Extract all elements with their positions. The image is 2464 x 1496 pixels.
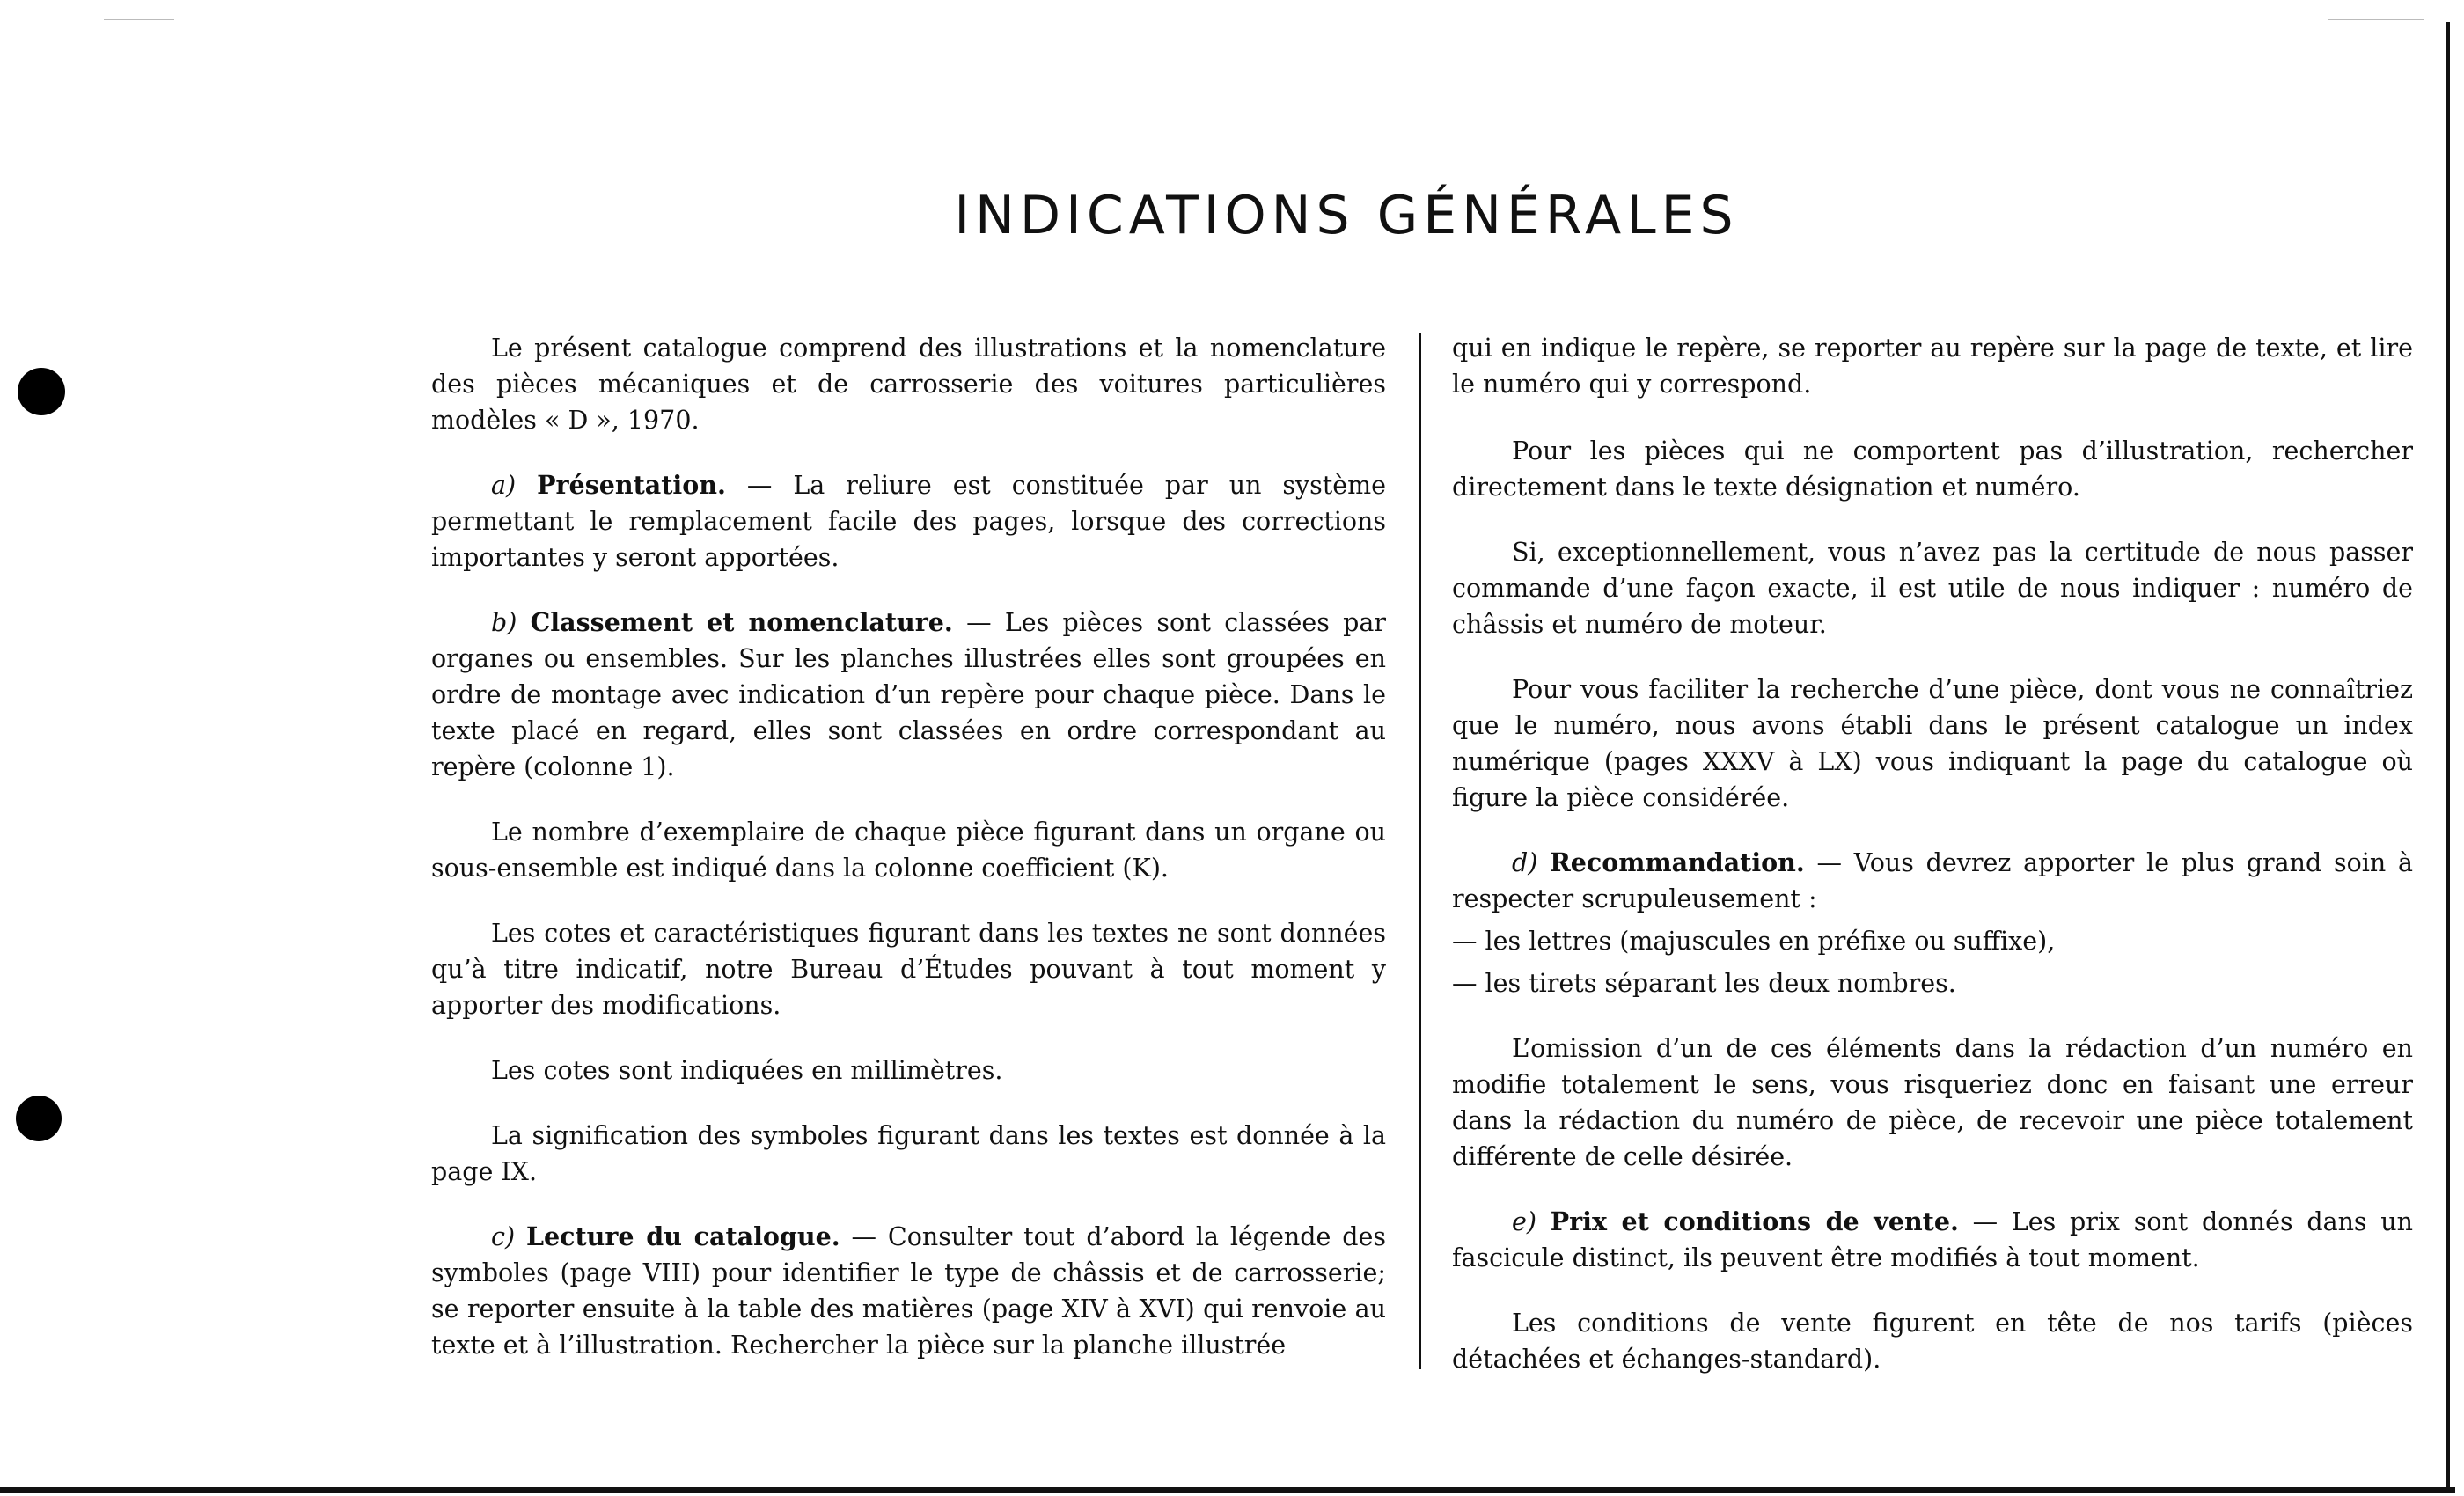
section-b-letter: b) xyxy=(491,608,517,637)
section-d-recommandation xyxy=(1452,845,2413,917)
section-e-letter: e) xyxy=(1512,1207,1536,1236)
section-e-text: — Les prix sont donnés dans un fascicule distinct, ils peuvent être modifiés à tout moment. xyxy=(1452,1207,2413,1272)
section-d-heading: Recommandation. xyxy=(1550,847,1805,877)
column-divider xyxy=(1419,333,1421,1369)
section-d-letter: d) xyxy=(1512,848,1538,877)
intro-paragraph: Le présent catalogue comprend des illustrations et la nomenclature des pièces mécaniques et de carrosserie des voitures particulières modèles « D », 1970. xyxy=(431,334,1386,435)
continuation-paragraph: qui en indique le repère, se reporter au repère sur la page de texte, et lire le numéro qui y correspond. xyxy=(1452,334,2413,399)
page-title: INDICATIONS GÉNÉRALES xyxy=(954,185,1739,246)
right-column xyxy=(1452,330,2413,1449)
top-margin-mark-left xyxy=(104,19,174,20)
cotes-paragraph: Les cotes et caractéristiques figurant dans les textes ne sont données qu’à titre indicatif, notre Bureau d’Études pouvant à tout moment y apporter des modifications. xyxy=(431,919,1386,1020)
sans-illustration-paragraph: Pour les pièces qui ne comportent pas d’illustration, rechercher directement dans le texte désignation et numéro. xyxy=(1452,436,2413,502)
section-b-classement xyxy=(431,605,1386,785)
section-a-letter: a) xyxy=(491,471,517,500)
section-a-text: — La reliure est constituée par un système permettant le remplacement facile des pages, lorsque des corrections importantes y seront apportées. xyxy=(431,471,1386,572)
page-edge-bottom xyxy=(0,1487,2455,1493)
list-item: — les tirets séparant les deux nombres. xyxy=(1452,969,1956,998)
left-column xyxy=(431,330,1386,1363)
section-b-heading: Classement et nomenclature. xyxy=(530,607,953,637)
section-c-text: — Consulter tout d’abord la légende des symboles (page VIII) pour identifier le type de châssis et de carrosserie; se reporter ensuite à la table des matières (page XIV à XVI) qui renvoie au texte et à l’illustration. Rechercher la pièce sur la planche illustrée xyxy=(431,1222,1386,1360)
binder-hole-top xyxy=(18,368,65,415)
section-d-text: — Vous devrez apporter le plus grand soin à respecter scrupuleusement : xyxy=(1452,848,2413,913)
list-item: — les lettres (majuscules en préfixe ou suffixe), xyxy=(1452,927,2056,956)
section-c-lecture xyxy=(431,1219,1386,1363)
top-margin-mark-right xyxy=(2328,19,2424,20)
binder-hole-bottom xyxy=(16,1096,62,1141)
section-a-presentation xyxy=(431,467,1386,576)
symboles-paragraph: La signification des symboles figurant dans les textes est donnée à la page IX. xyxy=(431,1121,1386,1186)
section-c-letter: c) xyxy=(491,1222,516,1251)
section-e-prix xyxy=(1452,1204,2413,1276)
coefficient-paragraph: Le nombre d’exemplaire de chaque pièce figurant dans un organe ou sous-ensemble est indiqué dans la colonne coefficient (K). xyxy=(431,818,1386,883)
section-b-text: — Les pièces sont classées par organes ou ensembles. Sur les planches illustrées elles sont groupées en ordre de montage avec indication d’un repère pour chaque pièce. Dans le texte placé en regard, elles sont classées en ordre correspondant au repère (colonne 1). xyxy=(431,608,1386,781)
section-c-heading: Lecture du catalogue. xyxy=(525,1221,840,1251)
page-edge-right xyxy=(2446,22,2450,1487)
exception-paragraph: Si, exceptionnellement, vous n’avez pas la certitude de nous passer commande d’une façon exacte, il est utile de nous indiquer : numéro de châssis et numéro de moteur. xyxy=(1452,538,2413,639)
index-paragraph: Pour vous faciliter la recherche d’une pièce, dont vous ne connaîtriez que le numéro, nous avons établi dans le présent catalogue un index numérique (pages XXXV à LX) vous indiquant la page du catalogue où figure la pièce considérée. xyxy=(1452,675,2413,812)
conditions-clip xyxy=(1452,1305,2413,1449)
conditions-paragraph: Les conditions de vente figurent en tête de nos tarifs (pièces détachées et échanges-standard). xyxy=(1452,1309,2413,1374)
section-c-clip xyxy=(431,1219,1386,1363)
millimetres-paragraph: Les cotes sont indiquées en millimètres. xyxy=(491,1056,1003,1085)
section-a-heading: Présentation. xyxy=(537,470,726,500)
omission-paragraph: L’omission d’un de ces éléments dans la rédaction d’un numéro en modifie totalement le sens, vous risqueriez donc en faisant une erreur dans la rédaction du numéro de pièce, de recevoir une pièce totalement différente de celle désirée. xyxy=(1452,1034,2413,1171)
section-e-heading: Prix et conditions de vente. xyxy=(1550,1206,1959,1236)
